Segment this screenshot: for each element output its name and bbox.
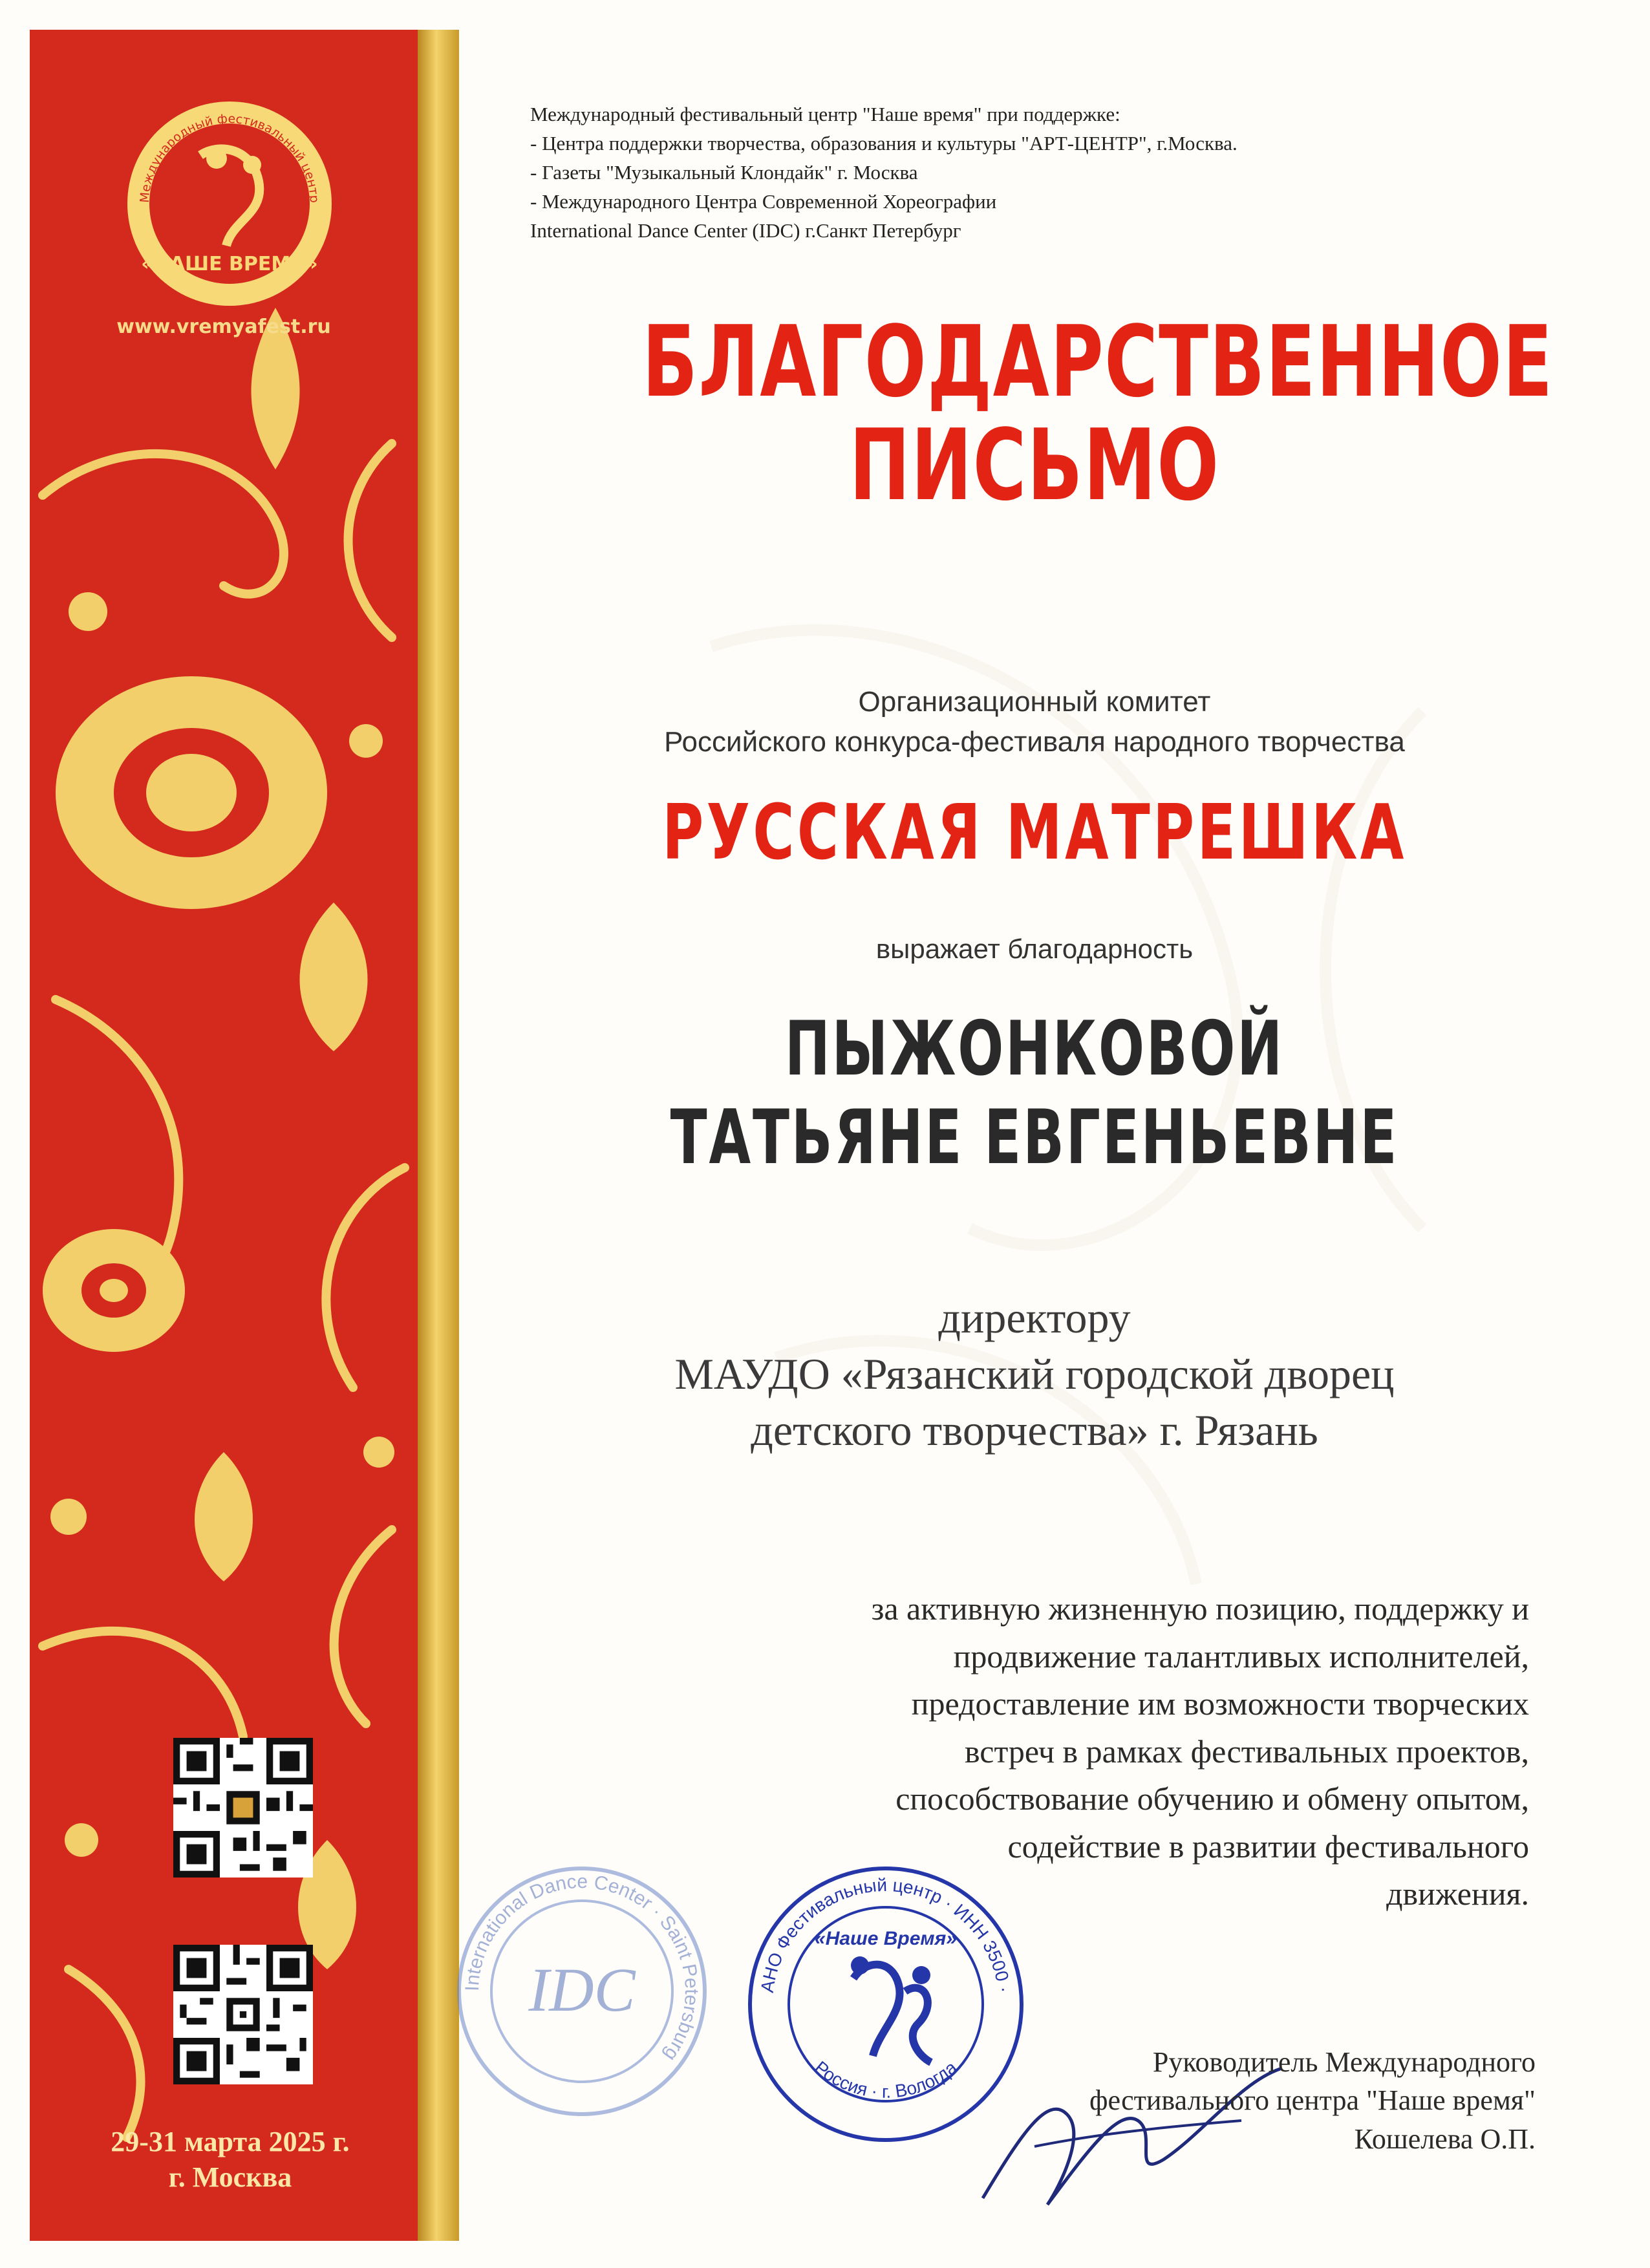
- idc-stamp-mark: IDC: [528, 1955, 636, 2024]
- position-line-3: детского творчества» г. Рязань: [751, 1406, 1318, 1455]
- festival-name: РУССКАЯ МАТРЕШКА: [662, 787, 1407, 877]
- qr-code-top: [173, 1738, 313, 1878]
- signatory-name: Кошелева О.П.: [1354, 2123, 1536, 2155]
- organizer-line-1: Организационный комитет: [858, 686, 1211, 718]
- stamp-name: «Наше Время»: [815, 1928, 957, 1949]
- event-dates: 29-31 марта 2025 г.: [111, 2126, 350, 2157]
- reason-line: продвижение талантливых исполнителей,: [953, 1638, 1529, 1674]
- reason-line: предоставление им возможности творческих: [911, 1685, 1529, 1722]
- reason-line: движения.: [1386, 1876, 1529, 1912]
- recipient-line-1: ПЫЖОНКОВОЙ: [784, 1005, 1285, 1093]
- position-line-1: директору: [938, 1293, 1131, 1342]
- idc-stamp-ring-text: International Dance Center · Saint Petersburg: [461, 1870, 703, 2065]
- header-line: Международный фестивальный центр "Наше время" при поддержке:: [530, 103, 1120, 125]
- position-line-2: МАУДО «Рязанский городской дворец: [674, 1349, 1395, 1399]
- khokhloma-ornament: [30, 30, 418, 2241]
- signatory-block: [841, 2043, 1536, 2158]
- header-line: - Центра поддержки творчества, образования и культуры "АРТ-ЦЕНТР", г.Москва.: [530, 131, 1238, 155]
- logo-ring-text: Международный фестивальный центр: [137, 111, 322, 204]
- stamp-ring-text: АНО Фестивальный центр · ИНН 3500 ·: [756, 1874, 1015, 1995]
- document-title: [642, 305, 1554, 522]
- festival-logo: [123, 97, 336, 310]
- expresses-gratitude: выражает благодарность: [875, 934, 1194, 964]
- header-line: - Международного Центра Современной Хореографии: [530, 189, 997, 213]
- event-dates-block: [30, 2124, 431, 2195]
- reason-line: способствование обучению и обмену опытом,: [895, 1781, 1529, 1817]
- reason-line: за активную жизненную позицию, поддержку и: [871, 1590, 1529, 1627]
- logo-name: «НАШЕ ВРЕМЯ»: [141, 253, 318, 275]
- title-line-1: БЛАГОДАРСТВЕННОЕ: [642, 305, 1554, 419]
- website-url: www.vremyafest.ru: [116, 316, 331, 338]
- signatory-line-1: Руководитель Международного: [1152, 2046, 1536, 2078]
- signatory-line-2: фестивального центра "Наше время": [1089, 2084, 1536, 2117]
- header-line: International Dance Center (IDC) г.Санкт Петербург: [530, 219, 961, 242]
- sponsors-header: [530, 100, 1565, 246]
- recipient-name: [653, 1005, 1417, 1182]
- recipient-line-2: ТАТЬЯНЕ ЕВГЕНЬЕВНЕ: [670, 1093, 1399, 1181]
- qr-code-bottom: [173, 1945, 313, 2084]
- idc-stamp: [453, 1862, 711, 2121]
- recipient-position: [504, 1290, 1565, 1459]
- reason-line: встреч в рамках фестивальных проектов,: [964, 1733, 1529, 1770]
- title-line-2: ПИСЬМО: [849, 407, 1220, 522]
- event-city: г. Москва: [168, 2161, 292, 2193]
- reason-line: содействие в развитии фестивального: [1007, 1828, 1529, 1865]
- stamp-bottom-text: Россия · г. Вологда: [811, 2057, 961, 2102]
- organizer-line-2: Российского конкурса-фестиваля народного творчества: [664, 725, 1405, 758]
- header-line: - Газеты "Музыкальный Клондайк" г. Москва: [530, 160, 918, 184]
- organizer-block: [504, 682, 1565, 762]
- ornamental-band: [0, 0, 459, 2268]
